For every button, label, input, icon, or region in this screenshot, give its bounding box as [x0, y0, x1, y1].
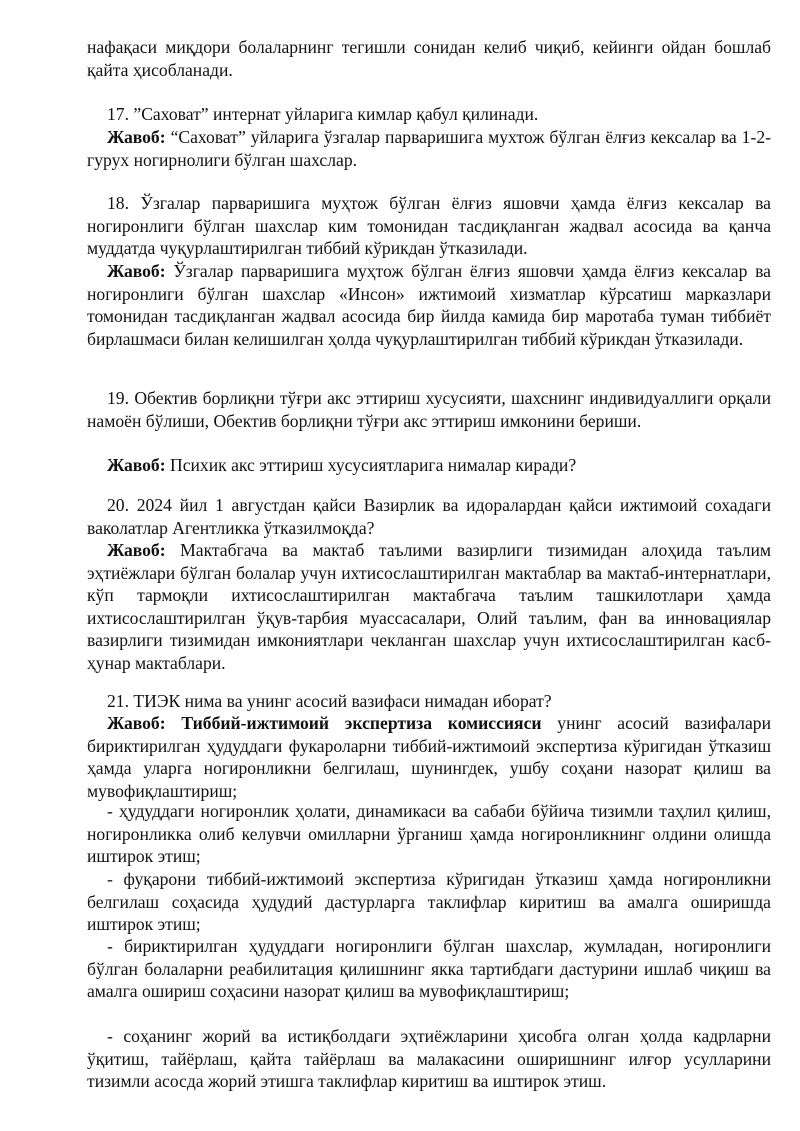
- bullet-item: - ҳудуддаги ногиронлик ҳолати, динамикаси ва сабаби бўйича тизимли таҳлил қилиш, ногиронликка олиб келувчи омилларни ўрганиш ҳамда ногиронликнинг олдини олишда иштирок этиш;: [87, 801, 771, 867]
- question-19: 19. Обектив борлиқни тўғри акс эттириш хусусияти, шахснинг индивидуаллиги орқали намоён бўлиши, Обектив борлиқни тўғри акс эттириш имконини бериши.: [87, 388, 771, 431]
- bullet-item: - фуқарони тиббий-ижтимоий экспертиза кўригидан ўтказиш ҳамда ногиронликни белгилаш соҳасида ҳудудий дастурларга таклифлар киритиш ва амалга оширишда иштирок этиш;: [87, 869, 771, 935]
- answer-label: Жавоб:: [107, 127, 166, 147]
- answer-18: [87, 260, 771, 350]
- answer-21-text: унинг асосий вазифалари бириктирилган ҳудуддаги фукароларни тиббий-ижтимоий экспертиза кўригидан ўтказиш ҳамда уларга ногиронликни белгилаш, шунингдек, ушбу соҳани назорат қилиш ва мувофиқлаштириш;: [87, 713, 771, 801]
- continuation-paragraph: нафақаси миқдори болаларнинг тегишли сонидан келиб чиқиб, кейинги ойдан бошлаб қайта ҳисобланади.: [87, 37, 771, 80]
- answer-21-bold-term: Тиббий-ижтимоий экспертиза комиссияси: [165, 713, 542, 733]
- answer-19-text: Психик акс эттириш хусусиятларига нималар киради?: [165, 455, 577, 475]
- answer-20: [87, 539, 771, 675]
- bullet-item: - соҳанинг жорий ва истиқболдаги эҳтиёжларини ҳисобга олган ҳолда кадрларни ўқитиш, тайёрлаш, қайта тайёрлаш ва малакасини оширишнинг илғор усулларини тизимли асосда жорий этишга таклифлар киритиш ва иштирок этиш.: [87, 1026, 771, 1092]
- answer-label: Жавоб:: [107, 455, 166, 475]
- question-17: 17. ”Саховат” интернат уйларига кимлар қабул қилинади.: [107, 104, 539, 124]
- answer-19: [87, 454, 771, 477]
- answer-label: Жавоб:: [107, 713, 166, 733]
- question-18: 18. Ўзгалар парваришига муҳтож бўлган ёлғиз яшовчи ҳамда ёлғиз кексалар ва ногиронлиги бўлган шахслар ким томонидан тасдиқланган жадвал асосида ва қанча муддатда чуқурлаштирилган тиббий кўрикдан ўтказилади.: [87, 193, 771, 259]
- answer-17: [87, 126, 771, 171]
- question-20: 20. 2024 йил 1 августдан қайси Вазирлик ва идоралардан қайси ижтимоий сохадаги ваколатлар Агентликка ўтказилмоқда?: [87, 495, 771, 538]
- bullet-item: - бириктирилган ҳудуддаги ногиронлиги бўлган шахслар, жумладан, ногиронлиги бўлган болаларни реабилитация қилишнинг якка тартибдаги дастурини ишлаб чиқиш ва амалга ошириш соҳасини назорат қилиш ва мувофиқлаштириш;: [87, 936, 771, 1002]
- answer-21: [87, 712, 771, 802]
- answer-20-text: Мактабгача ва мактаб таълими вазирлиги тизимидан алоҳида таълим эҳтиёжлари бўлган болалар учун ихтисослаштирилган мактаблар ва мактаб-интернатлари, кўп тармоқли ихтисослаштирилган мактабгача таълим ташкилотлари ҳамда ихтисослаштирилган ўқув-тарбия муассасалари, Олий таълим, фан ва инновациялар вазирлиги тизимидан имкониятлари чекланган шахслар учун ихтисослаштирилган касб-ҳунар мактаблари.: [87, 540, 771, 673]
- answer-18-text: Ўзгалар парваришига муҳтож бўлган ёлғиз яшовчи ҳамда ёлғиз кексалар ва ногиронлиги бўлган шахслар «Инсон» ижтимоий хизматлар кўрсатиш марказлари томонидан тасдиқланган жадвал асосида бир йилда камида бир маротаба туман тиббиёт бирлашмаси билан келишилган ҳолда чуқурлаштирилган тиббий кўрикдан ўтказилади.: [87, 261, 771, 349]
- answer-label: Жавоб:: [107, 261, 166, 281]
- answer-17-text: “Саховат” уйларига ўзгалар парваришига мухтож бўлган ёлғиз кексалар ва 1-2-гурух ногирнолиги бўлган шахслар.: [87, 127, 771, 170]
- question-21: 21. ТИЭК нима ва унинг асосий вазифаси нимадан иборат?: [107, 691, 552, 711]
- answer-label: Жавоб:: [107, 540, 166, 560]
